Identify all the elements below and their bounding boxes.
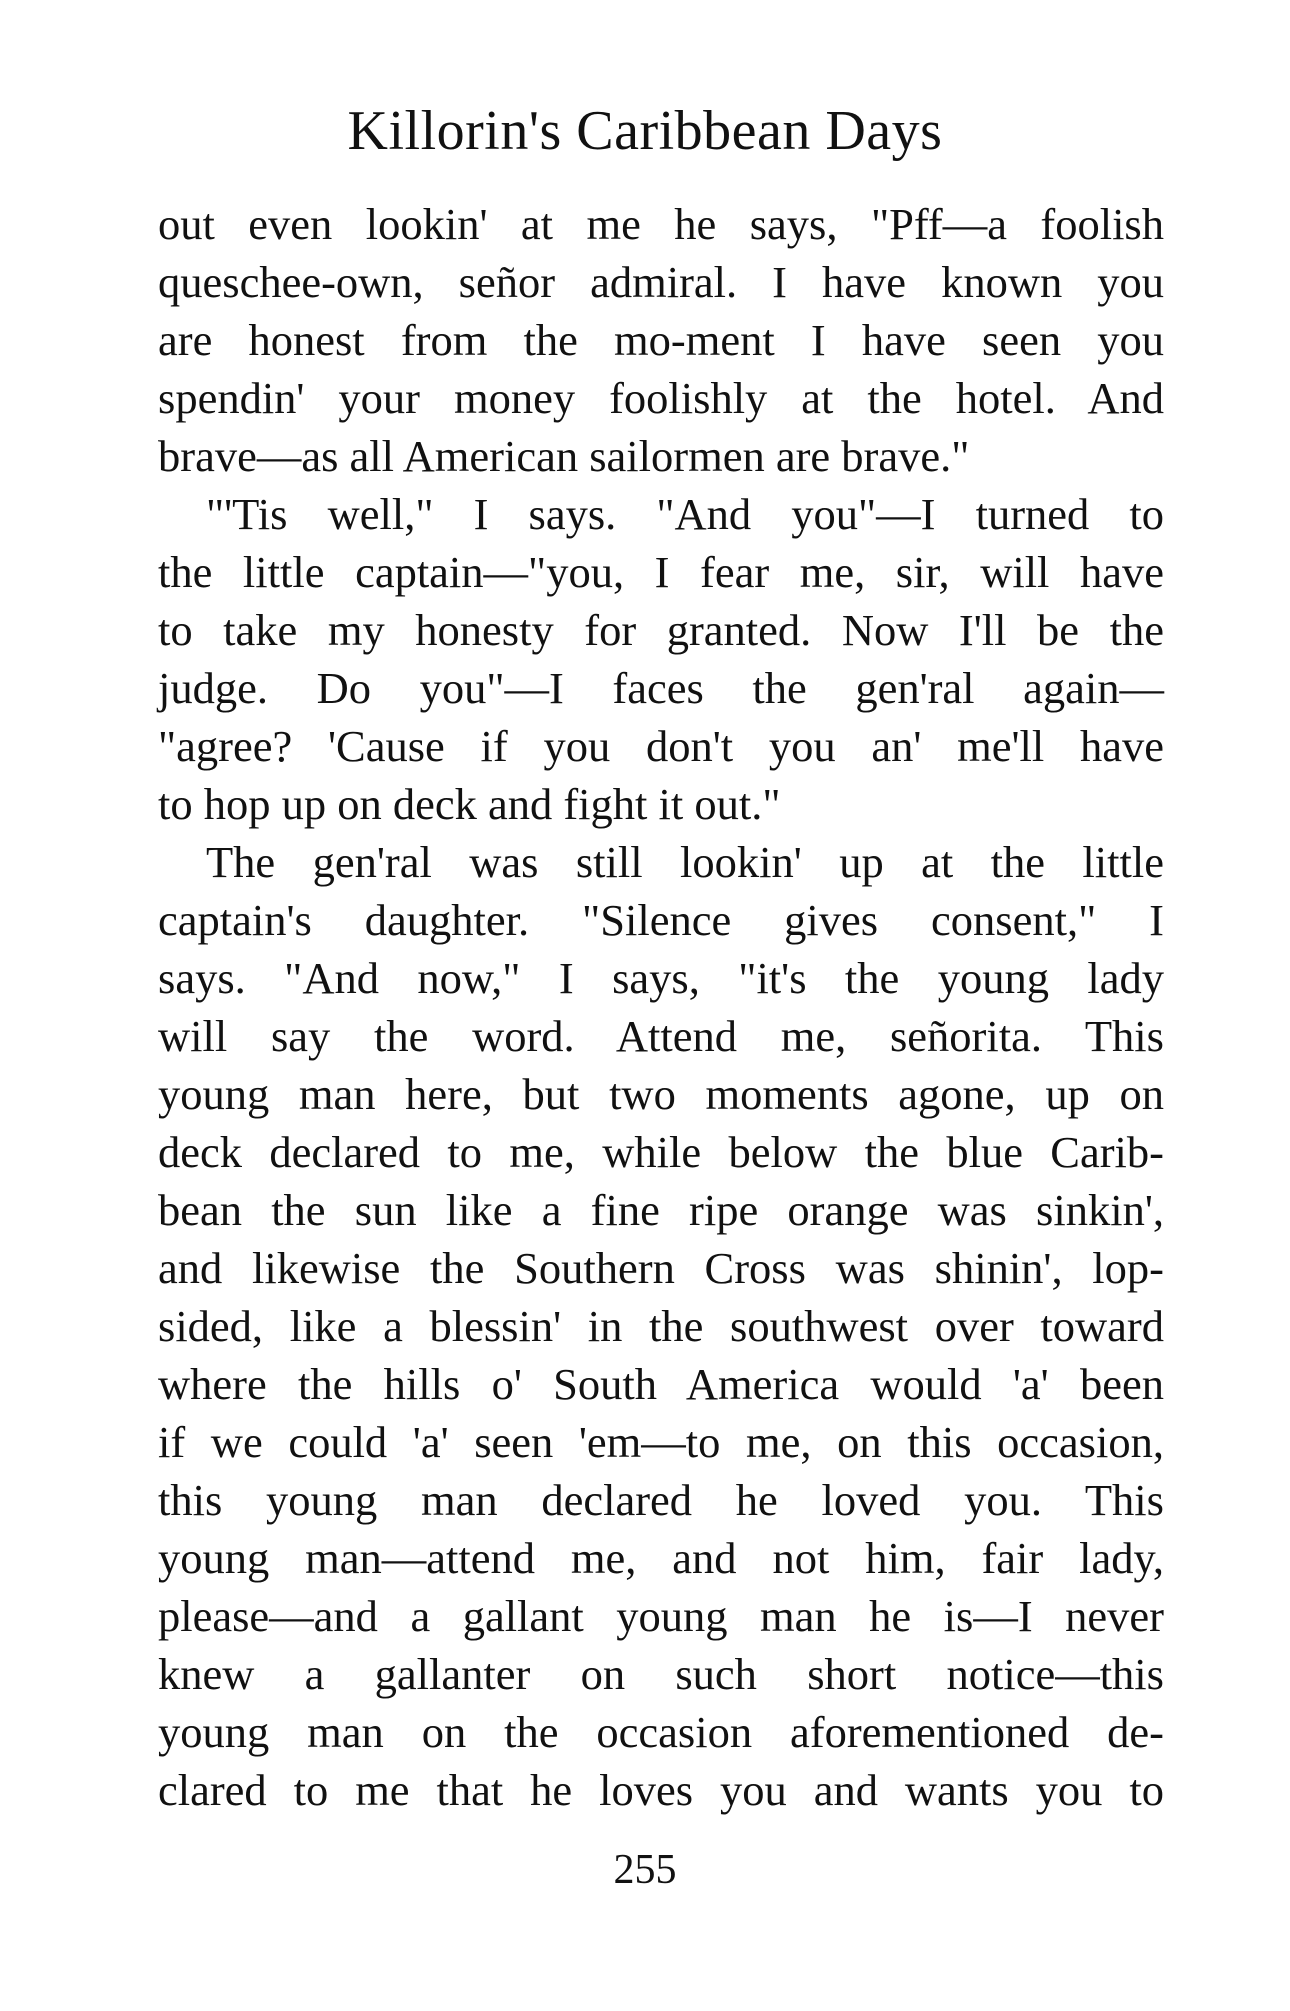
text-line: "agree? 'Cause if you don't you an' me'll have	[158, 721, 1164, 771]
text-line: sided, like a blessin' in the southwest over toward	[158, 1301, 1164, 1351]
text-line: to hop up on deck and fight it out."	[158, 779, 781, 829]
text-line: young man—attend me, and not him, fair lady,	[158, 1533, 1164, 1583]
text-line: young man on the occasion aforementioned de-	[158, 1707, 1164, 1757]
text-line: deck declared to me, while below the blue Carib-	[158, 1127, 1164, 1177]
text-line: judge. Do you"—I faces the gen'ral again—	[158, 663, 1164, 713]
text-line: bean the sun like a fine ripe orange was sinkin',	[158, 1185, 1164, 1235]
text-line: "'Tis well," I says. "And you"—I turned to	[206, 489, 1164, 539]
text-line: clared to me that he loves you and wants you to	[158, 1765, 1164, 1815]
text-line: out even lookin' at me he says, "Pff—a foolish	[158, 199, 1164, 249]
text-line: where the hills o' South America would 'a' been	[158, 1359, 1164, 1409]
text-line: if we could 'a' seen 'em—to me, on this occasion,	[158, 1417, 1164, 1467]
text-line: will say the word. Attend me, señorita. This	[158, 1011, 1164, 1061]
text-line: says. "And now," I says, "it's the young lady	[158, 953, 1164, 1003]
text-line: queschee-own, señor admiral. I have known you	[158, 257, 1164, 307]
running-head: Killorin's Caribbean Days	[347, 100, 943, 162]
text-line: please—and a gallant young man he is—I never	[158, 1591, 1164, 1641]
text-line: this young man declared he loved you. This	[158, 1475, 1164, 1525]
text-line: knew a gallanter on such short notice—this	[158, 1649, 1164, 1699]
text-line: captain's daughter. "Silence gives consent," I	[158, 895, 1164, 945]
body-text	[158, 195, 1164, 1819]
text-line: young man here, but two moments agone, up on	[158, 1069, 1164, 1119]
text-line: the little captain—"you, I fear me, sir, will have	[158, 547, 1164, 597]
text-line: spendin' your money foolishly at the hotel. And	[158, 373, 1164, 423]
text-line: brave—as all American sailormen are brave."	[158, 431, 970, 481]
text-line: The gen'ral was still lookin' up at the little	[206, 837, 1164, 887]
text-line: to take my honesty for granted. Now I'll be the	[158, 605, 1164, 655]
text-line: are honest from the mo-ment I have seen you	[158, 315, 1164, 365]
page-number: 255	[613, 1847, 677, 1893]
text-line: and likewise the Southern Cross was shinin', lop-	[158, 1243, 1164, 1293]
